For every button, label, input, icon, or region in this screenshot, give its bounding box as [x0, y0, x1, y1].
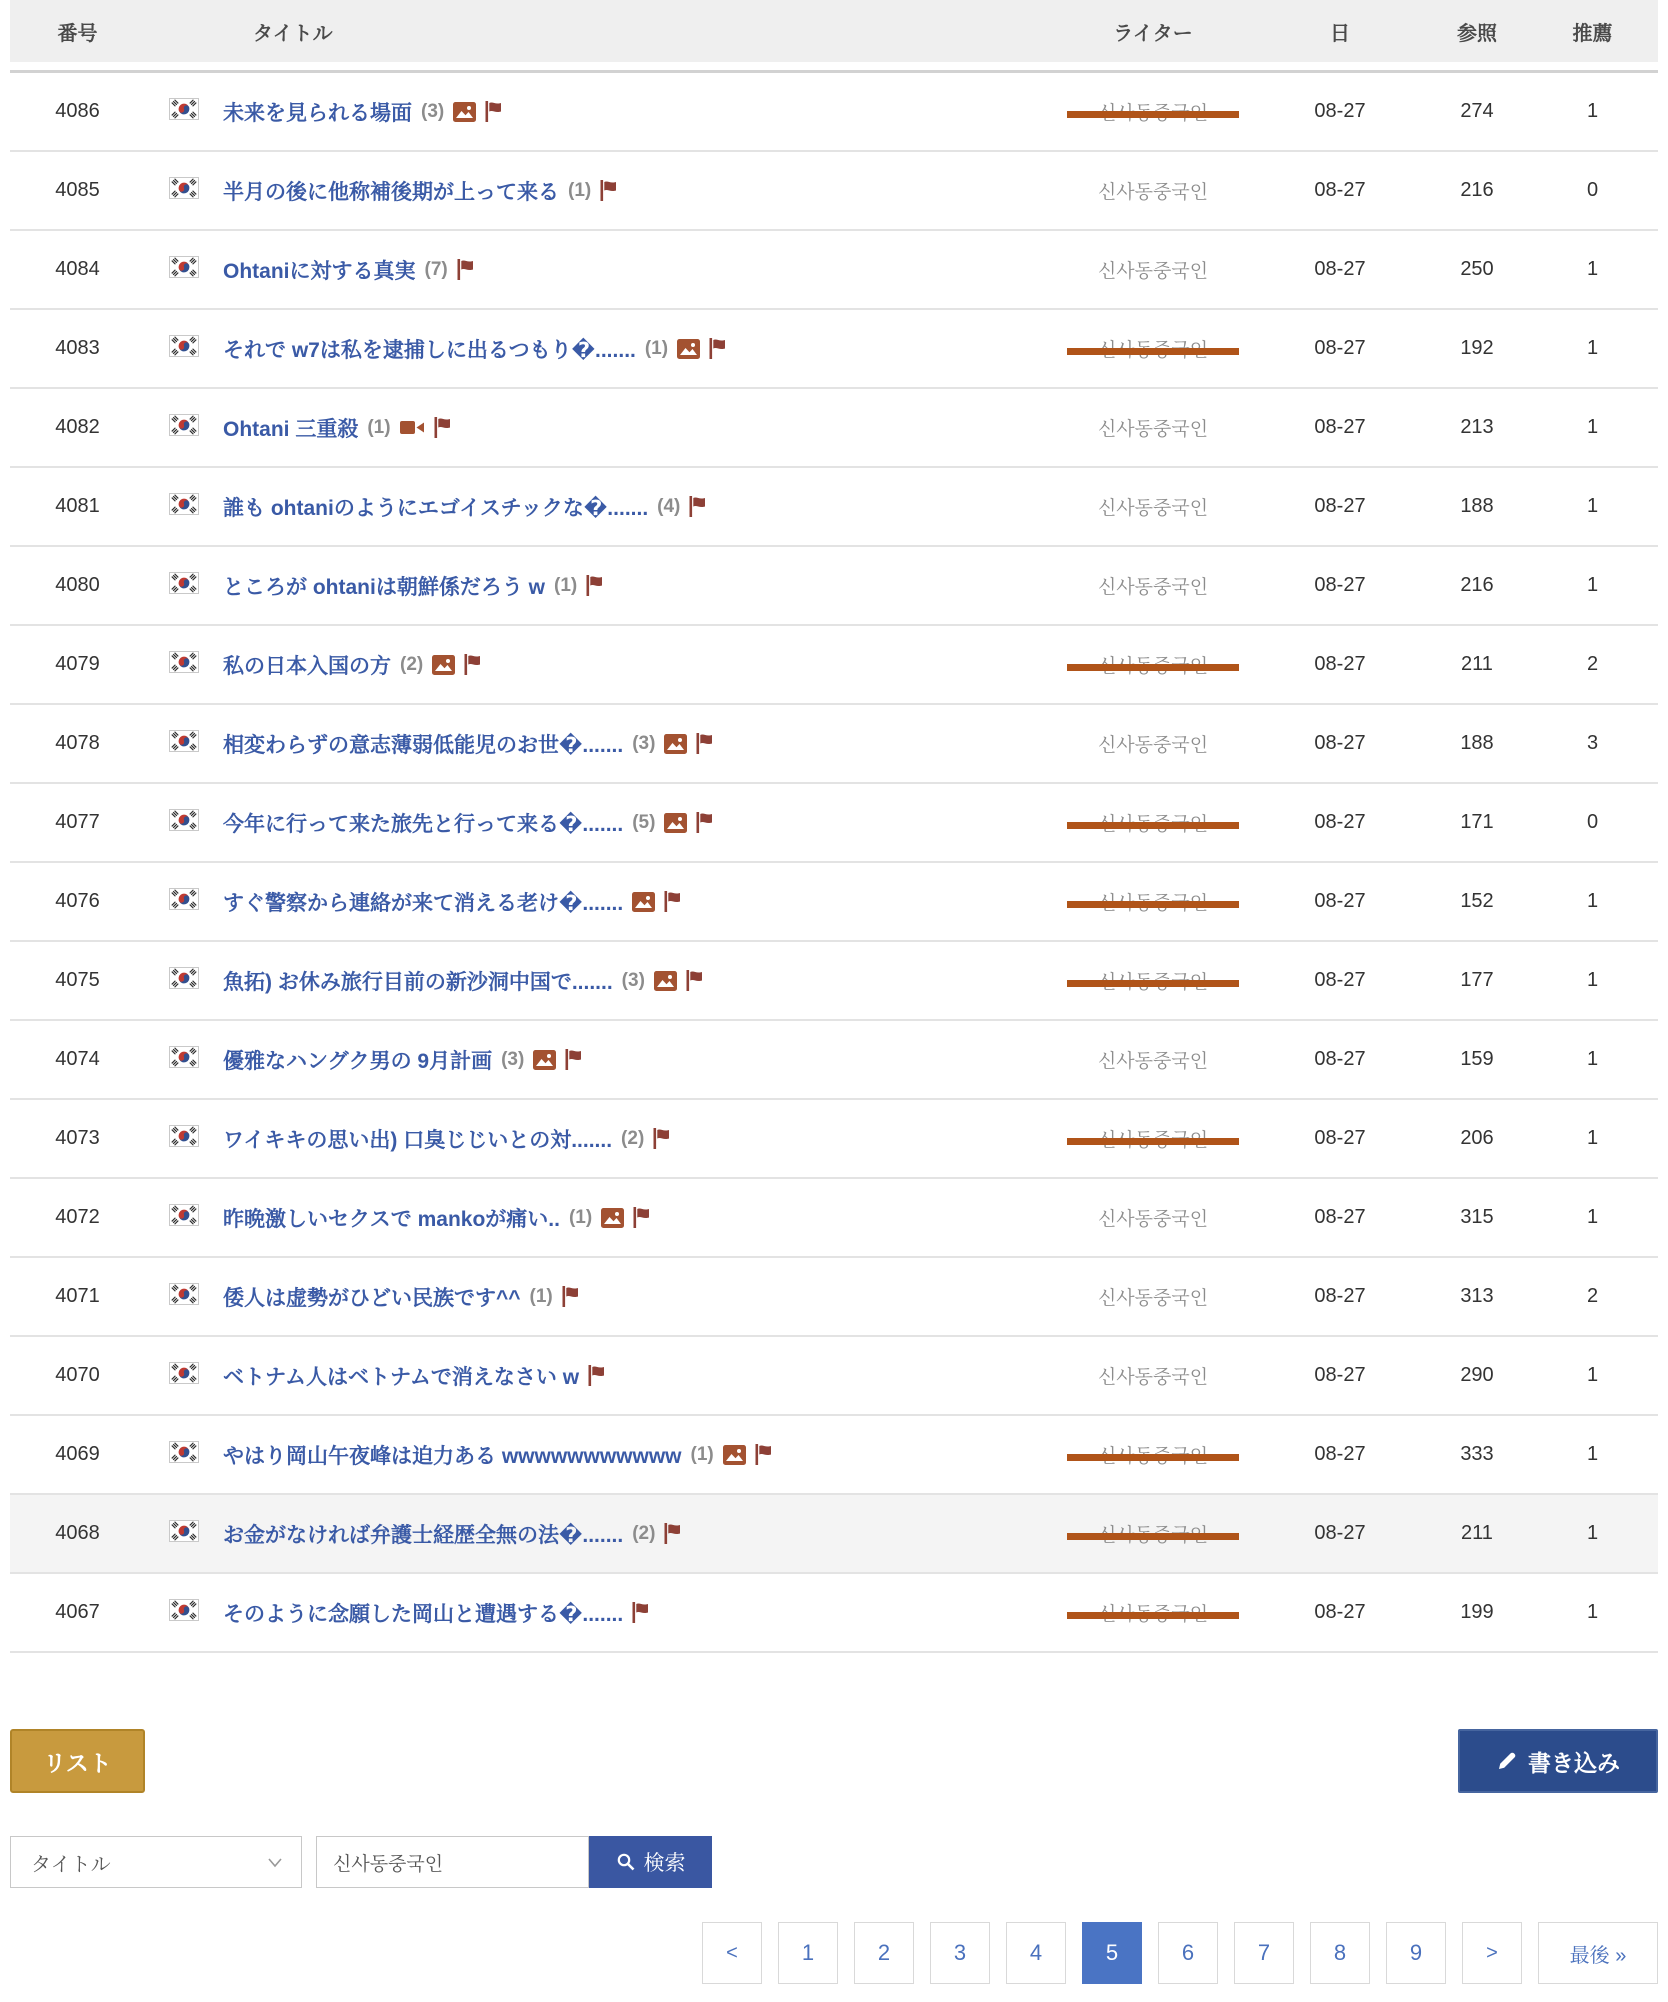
image-icon	[453, 102, 476, 122]
table-row	[10, 310, 1658, 389]
action-bar	[10, 1729, 1658, 1793]
post-title-link[interactable]: 優雅なハングク男の 9月計画	[223, 1049, 493, 1073]
image-icon	[677, 339, 700, 359]
comment-count: (1)	[644, 337, 669, 359]
chevron-down-icon	[267, 1857, 283, 1868]
post-date: 08-27	[1314, 1206, 1366, 1228]
comment-count: (5)	[632, 811, 656, 833]
korea-flag-icon	[169, 1599, 199, 1627]
post-number: 4075	[55, 969, 100, 991]
korea-flag-icon	[169, 888, 199, 916]
writer-name[interactable]: 신사동중국인	[1097, 577, 1209, 598]
writer-name[interactable]: 신사동중국인	[1097, 182, 1209, 203]
search-icon	[616, 1852, 636, 1872]
post-views: 171	[1460, 811, 1494, 833]
pagination	[10, 1922, 1658, 1984]
post-date: 08-27	[1314, 1522, 1366, 1544]
post-number: 4077	[55, 811, 100, 833]
table-row	[10, 1021, 1658, 1100]
writer-signature-bar	[1067, 822, 1239, 829]
image-icon	[723, 1445, 746, 1465]
post-date: 08-27	[1314, 653, 1366, 675]
korea-flag-icon	[169, 1204, 199, 1232]
pagination-page-8[interactable]: 8	[1310, 1922, 1370, 1984]
report-flag-icon	[600, 180, 617, 201]
post-number: 4073	[55, 1127, 100, 1149]
post-number: 4082	[55, 416, 100, 438]
comment-count: (1)	[568, 1206, 593, 1228]
header-date: 日	[1330, 22, 1350, 45]
post-recommend: 1	[1586, 890, 1599, 912]
korea-flag-icon	[169, 1362, 199, 1390]
search-category-value: タイトル	[31, 1853, 111, 1876]
pagination-next[interactable]: >	[1462, 1922, 1522, 1984]
pagination-page-6[interactable]: 6	[1158, 1922, 1218, 1984]
table-row	[10, 942, 1658, 1021]
list-button[interactable]: リスト	[10, 1729, 145, 1793]
post-views: 211	[1461, 1522, 1493, 1544]
write-button[interactable]	[1458, 1729, 1658, 1793]
writer-signature-bar	[1067, 111, 1239, 118]
writer-signature-bar	[1067, 980, 1239, 987]
search-button[interactable]	[589, 1836, 712, 1888]
report-flag-icon	[686, 970, 703, 991]
post-recommend: 0	[1586, 811, 1599, 833]
post-date: 08-27	[1314, 1285, 1366, 1307]
post-number: 4078	[55, 732, 100, 754]
report-flag-icon	[565, 1049, 582, 1070]
comment-count: (1)	[367, 416, 391, 438]
post-date: 08-27	[1314, 1048, 1366, 1070]
writer-signature-bar	[1067, 1454, 1239, 1461]
write-button-label: 書き込み	[1528, 1749, 1620, 1776]
comment-count: (2)	[632, 1522, 656, 1544]
korea-flag-icon	[169, 414, 199, 442]
post-number: 4083	[55, 337, 100, 359]
post-date: 08-27	[1314, 416, 1366, 438]
search-category-select[interactable]	[10, 1836, 302, 1888]
post-views: 333	[1460, 1443, 1494, 1465]
image-icon	[432, 655, 455, 675]
post-title-link[interactable]: ところが ohtaniは朝鮮係だろう w	[223, 575, 545, 599]
post-date: 08-27	[1314, 495, 1366, 517]
table-row	[10, 547, 1658, 626]
post-title-link[interactable]: 相変わらずの意志薄弱低能児のお世�.......	[223, 733, 624, 757]
post-title-link[interactable]: 未来を見られる場面	[223, 101, 412, 125]
post-views: 211	[1461, 653, 1493, 675]
table-row	[10, 1337, 1658, 1416]
pagination-page-9[interactable]: 9	[1386, 1922, 1446, 1984]
post-date: 08-27	[1314, 1364, 1366, 1386]
post-recommend: 1	[1586, 1443, 1599, 1465]
post-date: 08-27	[1314, 258, 1366, 280]
post-views: 216	[1460, 179, 1494, 201]
post-date: 08-27	[1314, 1443, 1366, 1465]
header-number: 番号	[57, 22, 98, 45]
video-icon	[400, 419, 425, 436]
report-flag-icon	[457, 259, 474, 280]
comment-count: (3)	[621, 969, 645, 991]
table-row	[10, 863, 1658, 942]
post-title-link[interactable]: 誰も ohtaniのようにエゴイスチックな�.......	[223, 496, 649, 520]
post-views: 290	[1460, 1364, 1494, 1386]
post-views: 199	[1460, 1601, 1494, 1623]
image-icon	[632, 892, 655, 912]
table-row	[10, 1100, 1658, 1179]
post-recommend: 1	[1586, 416, 1599, 438]
post-title-link[interactable]: お金がなければ弁護士経歴全無の法�.......	[223, 1523, 624, 1547]
post-title-link[interactable]: 今年に行って来た旅先と行って来る�.......	[223, 812, 624, 836]
comment-count: (1)	[554, 574, 578, 596]
post-views: 206	[1460, 1127, 1494, 1149]
post-recommend: 1	[1586, 1601, 1599, 1623]
pagination-page-3[interactable]: 3	[930, 1922, 990, 1984]
pagination-page-4[interactable]: 4	[1006, 1922, 1066, 1984]
post-date: 08-27	[1314, 1127, 1366, 1149]
post-date: 08-27	[1314, 1601, 1366, 1623]
writer-name[interactable]: 신사동중국인	[1097, 735, 1209, 756]
korea-flag-icon	[169, 177, 199, 205]
post-number: 4079	[55, 653, 100, 675]
table-row	[10, 1495, 1658, 1574]
post-number: 4076	[55, 890, 100, 912]
korea-flag-icon	[169, 1441, 199, 1469]
writer-name[interactable]: 신사동중국인	[1097, 1209, 1209, 1230]
writer-signature-bar	[1067, 1138, 1239, 1145]
korea-flag-icon	[169, 1520, 199, 1548]
post-views: 152	[1460, 890, 1494, 912]
comment-count: (1)	[568, 179, 592, 201]
table-row	[10, 1574, 1658, 1653]
table-header	[10, 0, 1658, 62]
post-title-link[interactable]: ワイキキの思い出) 口臭じじいとの対.......	[223, 1128, 613, 1152]
pagination-page-2[interactable]: 2	[854, 1922, 914, 1984]
search-input[interactable]	[316, 1836, 589, 1888]
post-number: 4069	[55, 1443, 100, 1465]
post-views: 192	[1460, 337, 1494, 359]
writer-name[interactable]: 신사동중국인	[1097, 1367, 1209, 1388]
korea-flag-icon	[169, 335, 199, 363]
post-recommend: 1	[1586, 1522, 1599, 1544]
image-icon	[601, 1208, 624, 1228]
writer-signature-bar	[1067, 1612, 1239, 1619]
search-button-label: 検索	[643, 1852, 686, 1875]
post-number: 4081	[55, 495, 100, 517]
comment-count: (2)	[621, 1127, 645, 1149]
report-flag-icon	[664, 1523, 681, 1544]
korea-flag-icon	[169, 1283, 199, 1311]
report-flag-icon	[562, 1286, 579, 1307]
korea-flag-icon	[169, 1125, 199, 1153]
post-number: 4074	[55, 1048, 100, 1070]
image-icon	[654, 971, 677, 991]
post-views: 315	[1460, 1206, 1494, 1228]
table-row	[10, 152, 1658, 231]
pagination-page-7[interactable]: 7	[1234, 1922, 1294, 1984]
post-recommend: 1	[1586, 969, 1599, 991]
post-recommend: 1	[1586, 100, 1599, 122]
table-row	[10, 231, 1658, 310]
post-views: 188	[1460, 732, 1494, 754]
post-number: 4068	[55, 1522, 100, 1544]
post-number: 4071	[55, 1285, 100, 1307]
comment-count: (7)	[424, 258, 448, 280]
report-flag-icon	[755, 1444, 772, 1465]
post-views: 188	[1460, 495, 1494, 517]
pagination-page-5[interactable]: 5	[1082, 1922, 1142, 1984]
report-flag-icon	[464, 654, 481, 675]
comment-count: (1)	[529, 1285, 553, 1307]
image-icon	[533, 1050, 556, 1070]
post-list	[10, 70, 1658, 1653]
post-date: 08-27	[1314, 574, 1366, 596]
post-title-link[interactable]: Ohtani 三重殺	[223, 417, 359, 441]
post-views: 159	[1460, 1048, 1494, 1070]
post-title-link[interactable]: すぐ警察から連絡が来て消える老け�.......	[223, 891, 624, 915]
post-title-link[interactable]: 私の日本入国の方	[223, 654, 391, 678]
report-flag-icon	[664, 891, 681, 912]
post-date: 08-27	[1314, 732, 1366, 754]
post-date: 08-27	[1314, 100, 1366, 122]
post-number: 4085	[55, 179, 100, 201]
post-title-link[interactable]: ベトナム人はベトナムで消えなさい w	[223, 1365, 580, 1389]
post-date: 08-27	[1314, 890, 1366, 912]
korea-flag-icon	[169, 572, 199, 600]
comment-count: (2)	[400, 653, 424, 675]
writer-signature-bar	[1067, 664, 1239, 671]
writer-name[interactable]: 신사동중국인	[1097, 498, 1209, 519]
report-flag-icon	[434, 417, 451, 438]
table-row	[10, 1179, 1658, 1258]
post-date: 08-27	[1314, 969, 1366, 991]
header-writer: ライター	[1113, 22, 1193, 45]
pagination-prev[interactable]: <	[702, 1922, 762, 1984]
post-recommend: 1	[1586, 337, 1599, 359]
post-views: 213	[1460, 416, 1494, 438]
post-recommend: 1	[1586, 258, 1599, 280]
table-row	[10, 1258, 1658, 1337]
comment-count: (4)	[657, 495, 681, 517]
post-recommend: 1	[1586, 495, 1599, 517]
korea-flag-icon	[169, 98, 199, 126]
table-row	[10, 784, 1658, 863]
post-number: 4086	[55, 100, 100, 122]
korea-flag-icon	[169, 256, 199, 284]
post-recommend: 0	[1586, 179, 1599, 201]
writer-name[interactable]: 신사동중국인	[1097, 1288, 1209, 1309]
search-bar	[10, 1836, 1658, 1888]
korea-flag-icon	[169, 967, 199, 995]
korea-flag-icon	[169, 493, 199, 521]
table-row	[10, 1416, 1658, 1495]
image-icon	[664, 813, 687, 833]
pagination-last[interactable]: 最後 »	[1538, 1922, 1658, 1984]
report-flag-icon	[633, 1207, 650, 1228]
comment-count: (1)	[690, 1443, 714, 1465]
table-row	[10, 73, 1658, 152]
korea-flag-icon	[169, 1046, 199, 1074]
post-title-link[interactable]: それで w7は私を逮捕しに出るつもり�.......	[223, 338, 636, 362]
post-date: 08-27	[1314, 179, 1366, 201]
report-flag-icon	[485, 101, 502, 122]
header-recommend: 推薦	[1572, 22, 1613, 45]
writer-name[interactable]: 신사동중국인	[1097, 1051, 1209, 1072]
header-title: タイトル	[253, 22, 333, 45]
header-views: 参照	[1457, 22, 1497, 45]
post-views: 216	[1460, 574, 1494, 596]
report-flag-icon	[696, 812, 713, 833]
table-row	[10, 705, 1658, 784]
comment-count: (3)	[421, 100, 445, 122]
post-views: 313	[1460, 1285, 1494, 1307]
post-title-link[interactable]: 魚拓) お休み旅行目前の新沙洞中国で.......	[223, 970, 613, 994]
report-flag-icon	[588, 1365, 605, 1386]
post-recommend: 2	[1586, 653, 1599, 675]
post-number: 4080	[55, 574, 100, 596]
post-views: 274	[1460, 100, 1494, 122]
post-views: 250	[1460, 258, 1494, 280]
post-number: 4084	[55, 258, 100, 280]
post-title-link[interactable]: Ohtaniに対する真実	[223, 259, 416, 283]
report-flag-icon	[709, 338, 726, 359]
post-title-link[interactable]: 昨晩激しいセクスで mankoが痛い..	[223, 1207, 560, 1231]
writer-signature-bar	[1067, 1533, 1239, 1540]
korea-flag-icon	[169, 730, 199, 758]
writer-name[interactable]: 신사동중국인	[1097, 261, 1209, 282]
post-recommend: 1	[1586, 574, 1599, 596]
report-flag-icon	[696, 733, 713, 754]
table-row	[10, 468, 1658, 547]
post-title-link[interactable]: やはり岡山午夜峰は迫力ある wwwwwwwwwww	[223, 1444, 682, 1468]
report-flag-icon	[632, 1602, 649, 1623]
writer-signature-bar	[1067, 901, 1239, 908]
post-recommend: 2	[1586, 1285, 1599, 1307]
post-title-link[interactable]: 倭人は虚勢がひどい民族です^^	[223, 1286, 521, 1310]
post-recommend: 3	[1586, 732, 1599, 754]
post-title-link[interactable]: そのように念願した岡山と遭遇する�.......	[223, 1602, 624, 1626]
post-number: 4067	[55, 1601, 100, 1623]
post-date: 08-27	[1314, 811, 1366, 833]
korea-flag-icon	[169, 809, 199, 837]
post-number: 4072	[55, 1206, 100, 1228]
post-recommend: 1	[1586, 1206, 1599, 1228]
comment-count: (3)	[632, 732, 656, 754]
writer-name[interactable]: 신사동중국인	[1097, 419, 1209, 440]
post-recommend: 1	[1586, 1048, 1599, 1070]
report-flag-icon	[586, 575, 603, 596]
report-flag-icon	[689, 496, 706, 517]
report-flag-icon	[653, 1128, 670, 1149]
post-date: 08-27	[1314, 337, 1366, 359]
post-recommend: 1	[1586, 1364, 1599, 1386]
pencil-icon	[1496, 1750, 1518, 1772]
pagination-page-1[interactable]: 1	[778, 1922, 838, 1984]
writer-signature-bar	[1067, 348, 1239, 355]
korea-flag-icon	[169, 651, 199, 679]
post-number: 4070	[55, 1364, 100, 1386]
post-recommend: 1	[1586, 1127, 1599, 1149]
comment-count: (3)	[501, 1048, 525, 1070]
post-views: 177	[1460, 969, 1494, 991]
table-row	[10, 626, 1658, 705]
image-icon	[664, 734, 687, 754]
table-row	[10, 389, 1658, 468]
post-title-link[interactable]: 半月の後に他称補後期が上って来る	[223, 180, 559, 204]
